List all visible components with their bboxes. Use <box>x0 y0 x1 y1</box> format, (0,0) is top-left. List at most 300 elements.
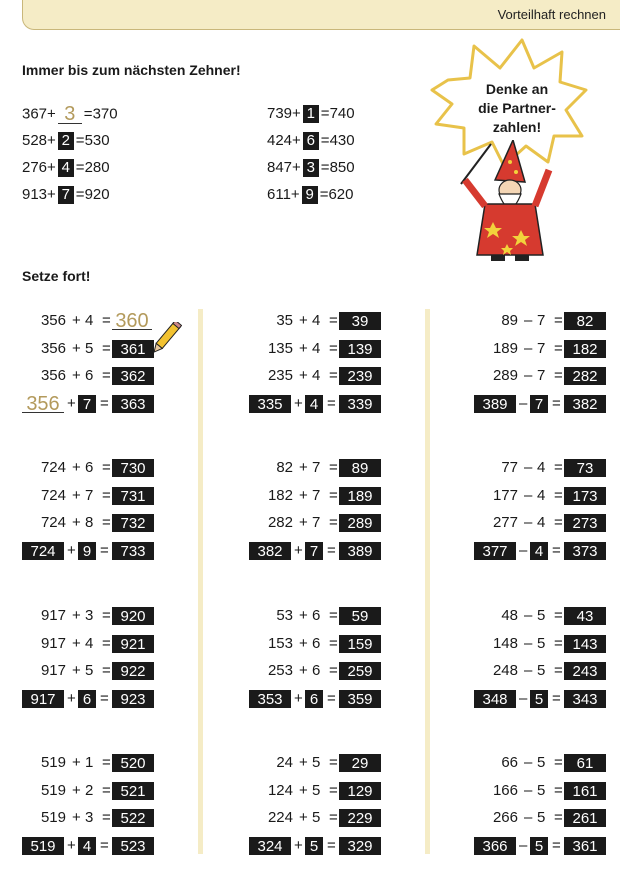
addend: 4 <box>312 367 321 384</box>
exercise-row: 424+ 6 =430 <box>267 132 355 150</box>
result: 740 <box>329 105 355 122</box>
answer-box: 731 <box>112 487 154 505</box>
operator: + <box>47 132 56 149</box>
operator: + <box>299 634 308 652</box>
operator: + <box>72 312 81 329</box>
addend: 277 <box>492 514 518 531</box>
operator: + <box>67 836 76 854</box>
answer-box: 4 <box>305 395 323 413</box>
addend: 6 <box>312 634 321 652</box>
addend: 7 <box>312 514 321 531</box>
addend: 356 <box>40 312 66 329</box>
equals-sign: = <box>100 541 109 559</box>
operator: + <box>299 459 308 476</box>
answer-box: 2 <box>58 132 74 150</box>
answer-box: 523 <box>112 837 154 855</box>
answer-box: 5 <box>305 837 323 855</box>
equals-sign: = <box>329 459 338 476</box>
equals-sign: = <box>102 754 111 771</box>
addend: 182 <box>267 486 293 504</box>
operator: + <box>72 809 81 826</box>
equals-sign: = <box>327 836 336 854</box>
addend: 5 <box>537 781 546 799</box>
exercise-row <box>249 366 409 386</box>
addend: 135 <box>267 339 293 357</box>
operator: – <box>524 514 533 531</box>
addend: 424 <box>267 132 293 149</box>
answer-box: 361 <box>564 837 606 855</box>
equals-sign: = <box>327 689 336 707</box>
answer-box: 89 <box>339 459 381 477</box>
addend: 739 <box>267 105 293 122</box>
operator: + <box>72 781 81 799</box>
exercise-row <box>22 458 182 478</box>
exercise-row <box>474 541 620 561</box>
exercise-row <box>474 486 620 506</box>
addend: 4 <box>312 312 321 329</box>
exercise-row <box>249 486 409 506</box>
equals-sign: = <box>554 514 563 531</box>
addend: 253 <box>267 662 293 679</box>
addend: 77 <box>501 459 518 476</box>
handwritten-answer: 360 <box>112 311 152 330</box>
exercise-row <box>249 808 409 828</box>
operator: + <box>72 514 81 531</box>
exercise-row <box>474 689 620 709</box>
page-header <box>22 0 620 30</box>
exercise-row <box>474 366 620 386</box>
addend: 148 <box>492 634 518 652</box>
equals-sign: = <box>554 486 563 504</box>
answer-box: 59 <box>339 607 381 625</box>
answer-box: 4 <box>78 837 96 855</box>
answer-box: 6 <box>305 690 323 708</box>
answer-box: 4 <box>58 159 74 177</box>
operator: + <box>294 836 303 854</box>
operator: + <box>294 689 303 707</box>
operator: + <box>67 394 76 412</box>
page-header-title: Vorteilhaft rechnen <box>497 7 606 22</box>
operator: + <box>299 486 308 504</box>
answer-box: 733 <box>112 542 154 560</box>
exercise-row <box>249 606 409 626</box>
exercise-row <box>249 836 409 856</box>
addend: 5 <box>537 662 546 679</box>
answer-box: 61 <box>564 754 606 772</box>
addend: 519 <box>40 781 66 799</box>
operator: + <box>47 186 56 203</box>
equals-sign: = <box>329 754 338 771</box>
equals-sign: = <box>100 689 109 707</box>
answer-box: 519 <box>22 837 64 855</box>
answer-box: 73 <box>564 459 606 477</box>
exercise-row <box>474 394 620 414</box>
equals-sign: = <box>554 367 563 384</box>
addend: 7 <box>312 486 321 504</box>
handwritten-answer: 356 <box>22 394 64 413</box>
answer-box: 5 <box>530 837 548 855</box>
operator: + <box>72 459 81 476</box>
answer-box: 389 <box>474 395 516 413</box>
answer-box: 7 <box>78 395 96 413</box>
answer-box: 377 <box>474 542 516 560</box>
operator: + <box>67 541 76 559</box>
addend: 6 <box>85 459 94 476</box>
answer-box: 382 <box>249 542 291 560</box>
answer-box: 273 <box>564 514 606 532</box>
exercise-row: 276+ 4 =280 <box>22 159 110 177</box>
operator: – <box>524 754 533 771</box>
exercise-row: 739+ 1 =740 <box>267 105 355 123</box>
equals-sign: = <box>329 312 338 329</box>
answer-box: 173 <box>564 487 606 505</box>
answer-box: 6 <box>78 690 96 708</box>
exercise-row <box>474 634 620 654</box>
addend: 66 <box>501 754 518 771</box>
equals-sign: = <box>329 809 338 826</box>
addend: 5 <box>537 607 546 624</box>
addend: 166 <box>492 781 518 799</box>
exercise-row: 528+ 2 =530 <box>22 132 110 150</box>
result: 920 <box>84 186 110 203</box>
addend: 7 <box>537 339 546 357</box>
equals-sign: = <box>554 607 563 624</box>
operator: + <box>299 514 308 531</box>
exercise-row <box>249 311 409 331</box>
equals-sign: = <box>552 836 561 854</box>
equals-sign: = <box>102 781 111 799</box>
operator: + <box>299 809 308 826</box>
addend: 5 <box>85 662 94 679</box>
answer-box: 329 <box>339 837 381 855</box>
addend: 724 <box>40 459 66 476</box>
addend: 2 <box>85 781 94 799</box>
exercise-row <box>474 661 620 681</box>
addend: 519 <box>40 809 66 826</box>
equals-sign: = <box>329 781 338 799</box>
exercise-row <box>22 661 182 681</box>
answer-box: 921 <box>112 635 154 653</box>
answer-box: 923 <box>112 690 154 708</box>
addend: 4 <box>85 312 94 329</box>
answer-box: 7 <box>58 186 74 204</box>
answer-box: 9 <box>302 186 318 204</box>
addend: 356 <box>40 367 66 384</box>
handwritten-answer: 3 <box>58 105 82 124</box>
addend: 5 <box>537 634 546 652</box>
answer-box: 389 <box>339 542 381 560</box>
addend: 6 <box>312 607 321 624</box>
answer-box: 343 <box>564 690 606 708</box>
equals-sign: = <box>102 459 111 476</box>
exercise-row <box>249 689 409 709</box>
addend: 917 <box>40 662 66 679</box>
operator: – <box>519 689 528 707</box>
equals-sign: = <box>100 836 109 854</box>
answer-box: 261 <box>564 809 606 827</box>
addend: 82 <box>276 459 293 476</box>
addend: 724 <box>40 514 66 531</box>
operator: – <box>519 394 528 412</box>
answer-box: 359 <box>339 690 381 708</box>
operator: – <box>524 809 533 826</box>
answer-box: 920 <box>112 607 154 625</box>
answer-box: 362 <box>112 367 154 385</box>
operator: + <box>299 312 308 329</box>
addend: 189 <box>492 339 518 357</box>
exercise-row: 367+ 3 =370 <box>22 103 118 125</box>
operator: + <box>47 159 56 176</box>
addend: 177 <box>492 486 518 504</box>
answer-box: 161 <box>564 782 606 800</box>
operator: – <box>524 662 533 679</box>
addend: 5 <box>312 754 321 771</box>
equals-sign: = <box>329 339 338 357</box>
operator: + <box>299 781 308 799</box>
exercise-row <box>22 366 182 386</box>
answer-box: 159 <box>339 635 381 653</box>
exercise-row <box>249 541 409 561</box>
exercise-row <box>474 836 620 856</box>
answer-box: 43 <box>564 607 606 625</box>
addend: 528 <box>22 132 48 149</box>
addend: 4 <box>312 339 321 357</box>
addend: 611 <box>267 186 291 203</box>
equals-sign: = <box>102 339 111 357</box>
equals-sign: = <box>102 486 111 504</box>
equals-sign: = <box>100 394 109 412</box>
addend: 847 <box>267 159 293 176</box>
equals-sign: = <box>329 662 338 679</box>
operator: + <box>72 662 81 679</box>
addend: 24 <box>276 754 293 771</box>
equals-sign: = <box>552 541 561 559</box>
equals-sign: = <box>554 662 563 679</box>
exercise-row <box>22 808 182 828</box>
answer-box: 7 <box>530 395 548 413</box>
addend: 53 <box>276 607 293 624</box>
addend: 266 <box>492 809 518 826</box>
answer-box: 335 <box>249 395 291 413</box>
operator: + <box>292 132 301 149</box>
answer-box: 366 <box>474 837 516 855</box>
equals-sign: = <box>554 781 563 799</box>
exercise-row <box>249 458 409 478</box>
addend: 1 <box>85 754 94 771</box>
answer-box: 922 <box>112 662 154 680</box>
addend: 276 <box>22 159 48 176</box>
operator: + <box>47 105 56 123</box>
equals-sign: = <box>554 809 563 826</box>
equals-sign: = <box>554 312 563 329</box>
exercise-row <box>22 836 182 856</box>
operator: + <box>299 754 308 771</box>
exercise-row <box>22 394 182 414</box>
answer-box: 373 <box>564 542 606 560</box>
operator: – <box>524 607 533 624</box>
result: 620 <box>328 186 354 203</box>
operator: + <box>72 607 81 624</box>
addend: 124 <box>267 781 293 799</box>
equals-sign: = <box>554 754 563 771</box>
addend: 4 <box>85 634 94 652</box>
equals-sign: = <box>102 367 111 384</box>
equals-sign: = <box>102 607 111 624</box>
equals-sign: = <box>329 486 338 504</box>
exercise-row <box>22 541 182 561</box>
result: 370 <box>92 105 118 123</box>
answer-box: 189 <box>339 487 381 505</box>
answer-box: 363 <box>112 395 154 413</box>
bubble-line: zahlen! <box>492 119 542 135</box>
equals-sign: = <box>102 514 111 531</box>
exercise-row <box>249 513 409 533</box>
operator: + <box>72 754 81 771</box>
exercise-row <box>22 486 182 506</box>
equals-sign: = <box>329 367 338 384</box>
operator: + <box>72 367 81 384</box>
addend: 5 <box>312 809 321 826</box>
addend: 248 <box>492 662 518 679</box>
answer-box: 730 <box>112 459 154 477</box>
operator: + <box>299 367 308 384</box>
column-divider <box>425 309 430 854</box>
operator: – <box>519 836 528 854</box>
addend: 913 <box>22 186 48 203</box>
answer-box: 382 <box>564 395 606 413</box>
answer-box: 139 <box>339 340 381 358</box>
operator: + <box>294 394 303 412</box>
answer-box: 5 <box>530 690 548 708</box>
answer-box: 724 <box>22 542 64 560</box>
section2-heading: Setze fort! <box>22 268 91 284</box>
equals-sign: = <box>102 312 111 329</box>
addend: 8 <box>85 514 94 531</box>
exercise-row <box>474 339 620 359</box>
addend: 7 <box>537 312 546 329</box>
equals-sign: = <box>329 607 338 624</box>
answer-box: 7 <box>305 542 323 560</box>
addend: 3 <box>85 607 94 624</box>
answer-box: 143 <box>564 635 606 653</box>
operator: + <box>67 689 76 707</box>
addend: 153 <box>267 634 293 652</box>
exercise-row <box>249 339 409 359</box>
operator: – <box>524 459 533 476</box>
exercise-row <box>22 781 182 801</box>
equals-sign: = <box>327 541 336 559</box>
addend: 7 <box>537 367 546 384</box>
answer-box: 520 <box>112 754 154 772</box>
equals-sign: = <box>327 394 336 412</box>
result: 850 <box>329 159 355 176</box>
addend: 3 <box>85 809 94 826</box>
equals-sign: = <box>554 634 563 652</box>
section1-heading: Immer bis zum nächsten Zehner! <box>22 62 241 78</box>
equals-sign: = <box>329 634 338 652</box>
answer-box: 348 <box>474 690 516 708</box>
equals-sign: = <box>552 394 561 412</box>
addend: 519 <box>40 754 66 771</box>
exercise-row <box>474 513 620 533</box>
addend: 7 <box>85 486 94 504</box>
operator: + <box>292 159 301 176</box>
operator: + <box>72 634 81 652</box>
exercise-row <box>474 753 620 773</box>
addend: 282 <box>267 514 293 531</box>
operator: + <box>290 186 300 203</box>
operator: – <box>524 312 533 329</box>
wizard-icon <box>455 140 555 265</box>
answer-box: 243 <box>564 662 606 680</box>
addend: 48 <box>501 607 518 624</box>
addend: 5 <box>537 809 546 826</box>
answer-box: 239 <box>339 367 381 385</box>
addend: 6 <box>312 662 321 679</box>
answer-box: 521 <box>112 782 154 800</box>
answer-box: 339 <box>339 395 381 413</box>
bubble-line: die Partner- <box>478 100 556 116</box>
answer-box: 361 <box>112 340 154 358</box>
answer-box: 282 <box>564 367 606 385</box>
exercise-row <box>474 311 620 331</box>
answer-box: 732 <box>112 514 154 532</box>
answer-box: 289 <box>339 514 381 532</box>
answer-box: 324 <box>249 837 291 855</box>
addend: 917 <box>40 607 66 624</box>
operator: + <box>299 662 308 679</box>
exercise-row: 611+ 9 =620 <box>267 186 354 204</box>
exercise-row <box>249 394 409 414</box>
exercise-row: 913+ 7 =920 <box>22 186 110 204</box>
operator: + <box>72 486 81 504</box>
addend: 4 <box>537 514 546 531</box>
answer-box: 182 <box>564 340 606 358</box>
operator: – <box>524 339 533 357</box>
addend: 367 <box>22 105 48 123</box>
answer-box: 82 <box>564 312 606 330</box>
operator: – <box>524 367 533 384</box>
answer-box: 3 <box>303 159 319 177</box>
addend: 4 <box>537 459 546 476</box>
exercise-row <box>22 513 182 533</box>
operator: – <box>519 541 528 559</box>
exercise-row: 847+ 3 =850 <box>267 159 355 177</box>
operator: + <box>292 105 301 122</box>
addend: 917 <box>40 634 66 652</box>
exercise-row <box>249 661 409 681</box>
answer-box: 129 <box>339 782 381 800</box>
addend: 7 <box>312 459 321 476</box>
answer-box: 917 <box>22 690 64 708</box>
exercise-row <box>22 606 182 626</box>
bubble-line: Denke an <box>485 81 549 97</box>
addend: 5 <box>537 754 546 771</box>
operator: – <box>524 634 533 652</box>
answer-box: 29 <box>339 754 381 772</box>
exercise-row <box>22 689 182 709</box>
exercise-row <box>474 606 620 626</box>
answer-box: 259 <box>339 662 381 680</box>
addend: 5 <box>312 781 321 799</box>
answer-box: 4 <box>530 542 548 560</box>
addend: 724 <box>40 486 66 504</box>
addend: 35 <box>276 312 293 329</box>
equals-sign: = <box>552 689 561 707</box>
answer-box: 229 <box>339 809 381 827</box>
result: 280 <box>84 159 110 176</box>
column-divider <box>198 309 203 854</box>
